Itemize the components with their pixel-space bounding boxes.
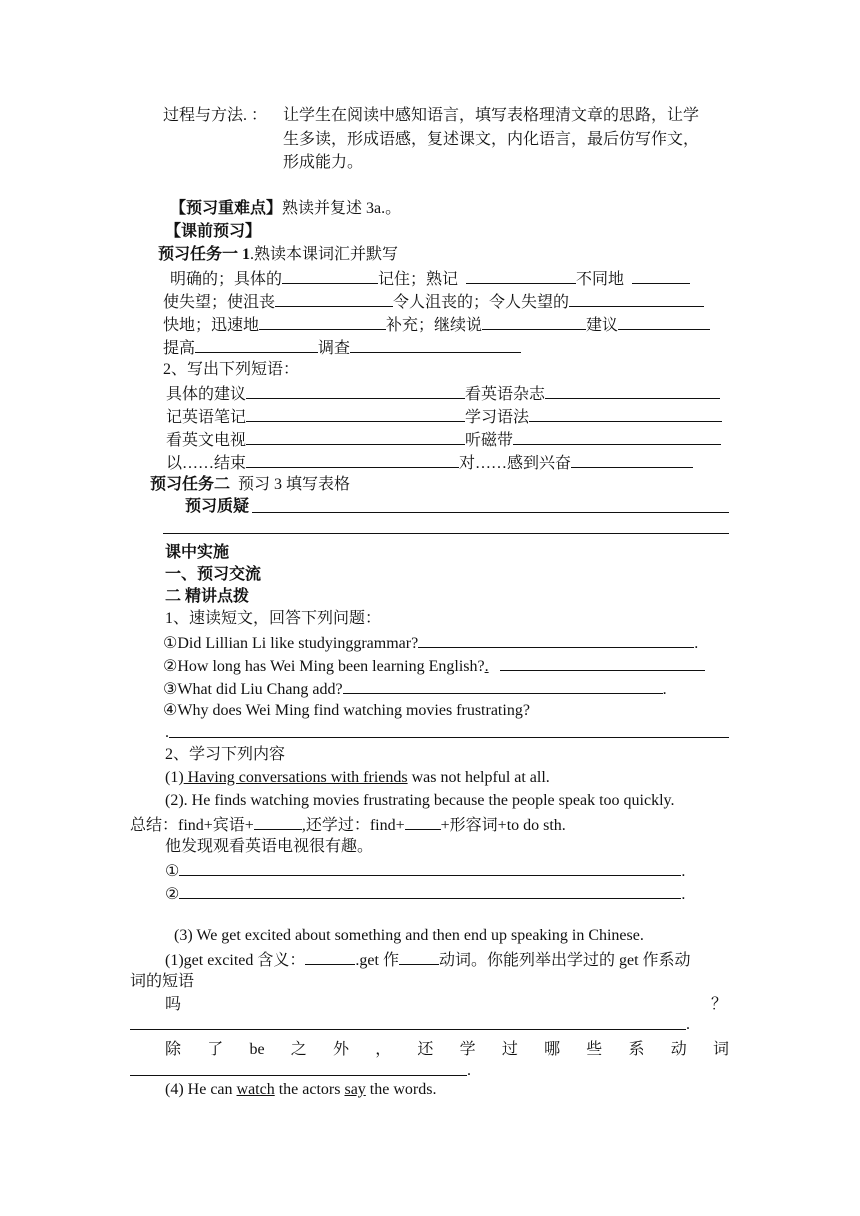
vocab-label: 补充；继续说 xyxy=(386,317,483,334)
vocab-label: 使失望；使沮丧 xyxy=(163,294,276,311)
vocab-label: 令人沮丧的；令人失望的 xyxy=(393,294,570,311)
question-label: 预习质疑 xyxy=(185,498,250,515)
get-line xyxy=(165,949,691,971)
vocab-label: 明确的；具体的 xyxy=(170,271,283,288)
question-tail: . xyxy=(484,658,489,675)
vocab-label: 记住；熟记 xyxy=(378,271,459,288)
vocab-blank[interactable] xyxy=(259,314,386,330)
task1-title xyxy=(158,245,398,265)
vocab-label: 不同地 xyxy=(576,271,625,288)
answer-blank[interactable] xyxy=(343,678,663,694)
besides-char: 之 xyxy=(290,1041,307,1058)
summary-blank[interactable] xyxy=(405,814,441,830)
process-line-1: 让学生在阅读中感知语言，填写表格理清文章的思路，让学 xyxy=(283,107,700,124)
besides-char: 过 xyxy=(501,1041,518,1058)
besides-char: be xyxy=(249,1041,265,1058)
vocab-row-3 xyxy=(163,314,710,336)
vocab-blank[interactable] xyxy=(569,291,704,307)
translate-prompt: 他发现观看英语电视很有趣。 xyxy=(165,838,374,855)
besides-line xyxy=(165,1040,729,1060)
besides-char: 了 xyxy=(207,1041,224,1058)
vocab-blank[interactable] xyxy=(482,314,586,330)
question-2 xyxy=(163,655,705,677)
study-underlined: Having conversations with friends xyxy=(183,769,408,786)
besides-char: 还 xyxy=(417,1041,434,1058)
study4-text: the words. xyxy=(365,1081,437,1098)
question-3: ③What did Liu Chang add? . xyxy=(163,678,667,700)
vocab-blank[interactable] xyxy=(275,291,393,307)
vocab-blank[interactable] xyxy=(195,337,318,353)
vocab-blank[interactable] xyxy=(282,268,378,284)
summary-text: 总结：find+宾语+ xyxy=(130,817,254,834)
vocab-label: 快地；迅速地 xyxy=(163,317,260,334)
phrase-blank[interactable] xyxy=(529,406,722,422)
question-4-dot: . xyxy=(165,724,169,741)
vocab-label: 建议 xyxy=(586,317,619,334)
phrase-row-1 xyxy=(166,383,720,405)
study4-underlined: watch xyxy=(236,1081,275,1098)
answer-blank-4[interactable] xyxy=(169,737,729,738)
vocab-blank[interactable] xyxy=(466,268,576,284)
task1-title-bold: 预习任务一 1 xyxy=(158,246,251,263)
translate-2: ② . xyxy=(165,883,685,905)
task2-bold: 预习任务二 xyxy=(150,476,231,493)
question-text: ③What did Liu Chang add? xyxy=(163,681,343,698)
summary-text: ,还学过：find+ xyxy=(301,817,405,834)
besides-char: 除 xyxy=(165,1041,182,1058)
preview-heading: 【课前预习】 xyxy=(165,223,262,240)
task2-text: 预习 3 填写表格 xyxy=(238,476,351,493)
study4-underlined: say xyxy=(344,1081,366,1098)
phrase-label: 听磁带 xyxy=(465,432,514,449)
translate-blank[interactable] xyxy=(179,860,681,876)
circled-num: ② xyxy=(165,886,180,903)
section-1: 一、预习交流 xyxy=(165,566,262,583)
phrase-blank[interactable] xyxy=(545,383,720,399)
study4-text: (4) He can xyxy=(165,1081,237,1098)
besides-char: 动 xyxy=(670,1041,687,1058)
get-line-2: 词的短语 xyxy=(130,973,195,990)
get-text: (1)get excited 含义： xyxy=(165,952,306,969)
phrase-blank[interactable] xyxy=(246,406,465,422)
phrase-blank[interactable] xyxy=(246,429,465,445)
ma-text: 吗 xyxy=(165,996,182,1013)
translate-blank[interactable] xyxy=(179,883,681,899)
study-1 xyxy=(165,768,550,788)
phrase-label: 记英语笔记 xyxy=(166,409,247,426)
vocab-label: 提高 xyxy=(163,340,196,357)
summary-blank[interactable] xyxy=(254,814,302,830)
besides-char: 系 xyxy=(628,1041,645,1058)
summary-line xyxy=(130,814,566,836)
vocab-row-4 xyxy=(163,337,521,359)
translate-1: ① . xyxy=(165,860,685,882)
question-4: ④Why does Wei Ming find watching movies frustrating? xyxy=(163,702,530,719)
study-4 xyxy=(165,1080,436,1100)
study-2: (2). He finds watching movies frustrating because the people speak too quickly. xyxy=(165,792,675,809)
task2-line xyxy=(150,475,350,495)
process-line-3: 形成能力。 xyxy=(283,154,364,171)
process-line-2: 生多读，形成语感，复述课文，内化语言，最后仿写作文， xyxy=(283,131,700,148)
vocab-row-1 xyxy=(170,268,690,290)
vocab-blank[interactable] xyxy=(618,314,710,330)
get-blank[interactable] xyxy=(305,949,355,965)
phrase-blank[interactable] xyxy=(513,429,721,445)
section-2: 二 精讲点拨 xyxy=(165,588,250,605)
phrase-label: 学习语法 xyxy=(465,409,530,426)
get-answer-dot: . xyxy=(686,1016,690,1033)
get-blank[interactable] xyxy=(399,949,439,965)
phrase-blank[interactable] xyxy=(246,383,465,399)
phrase-label: 对……感到兴奋 xyxy=(459,455,572,472)
phrase-label: 以……结束 xyxy=(166,455,247,472)
study-num: (1) xyxy=(165,769,184,786)
phrase-row-4 xyxy=(166,452,693,474)
besides-char: 些 xyxy=(586,1041,603,1058)
task1-title-rest: .熟读本课词汇并默写 xyxy=(250,246,399,263)
vocab-row-2 xyxy=(163,291,704,313)
get-text: 动词。你能列举出学过的 get 作系动 xyxy=(438,952,691,969)
summary-text: +形容词+to do sth. xyxy=(440,817,566,834)
questions-title: 1、速读短文，回答下列问题： xyxy=(165,610,382,627)
besides-char: 哪 xyxy=(544,1041,561,1058)
phrase-row-2 xyxy=(166,406,722,428)
phrase-label: 具体的建议 xyxy=(166,386,247,403)
vocab-blank[interactable] xyxy=(632,268,690,284)
get-answer-blank[interactable] xyxy=(130,1029,686,1030)
circled-num: ① xyxy=(165,863,180,880)
study4-text: the actors xyxy=(274,1081,345,1098)
besides-char: 词 xyxy=(712,1041,729,1058)
question-blank-1[interactable] xyxy=(252,512,729,513)
phrase-label: 看英语杂志 xyxy=(465,386,546,403)
besides-char: ， xyxy=(375,1041,392,1058)
question-blank-2[interactable] xyxy=(163,533,729,534)
answer-blank[interactable] xyxy=(418,632,694,648)
phrases-title: 2、写出下列短语： xyxy=(163,361,300,378)
besides-blank[interactable] xyxy=(130,1075,467,1076)
study-3: (3) We get excited about something and then end up speaking in Chinese. xyxy=(174,927,644,944)
phrase-row-3 xyxy=(166,429,721,451)
question-text: ①Did Lillian Li like studyinggrammar? xyxy=(163,635,419,652)
question-1: ①Did Lillian Li like studyinggrammar? . xyxy=(163,632,698,654)
phrase-label: 看英文电视 xyxy=(166,432,247,449)
besides-char: 外 xyxy=(332,1041,349,1058)
phrase-blank[interactable] xyxy=(571,452,693,468)
answer-blank[interactable] xyxy=(500,655,705,671)
vocab-blank[interactable] xyxy=(350,337,521,353)
process-label: 过程与方法. ： xyxy=(163,107,268,124)
vocab-label: 调查 xyxy=(318,340,351,357)
focus-text: 熟读并复述 3a.。 xyxy=(282,200,402,217)
besides-char: 学 xyxy=(459,1041,476,1058)
question-text: ②How long has Wei Ming been learning English? xyxy=(163,658,485,675)
class-heading: 课中实施 xyxy=(165,544,230,561)
study-title: 2、学习下列内容 xyxy=(165,746,286,763)
study-rest: was not helpful at all. xyxy=(407,769,550,786)
question-mark: ？ xyxy=(711,996,728,1013)
phrase-blank[interactable] xyxy=(246,452,459,468)
focus-label: 【预习重难点】 xyxy=(170,200,283,217)
get-text: .get 作 xyxy=(355,952,399,969)
besides-dot: . xyxy=(467,1062,471,1079)
focus-line xyxy=(170,199,401,219)
